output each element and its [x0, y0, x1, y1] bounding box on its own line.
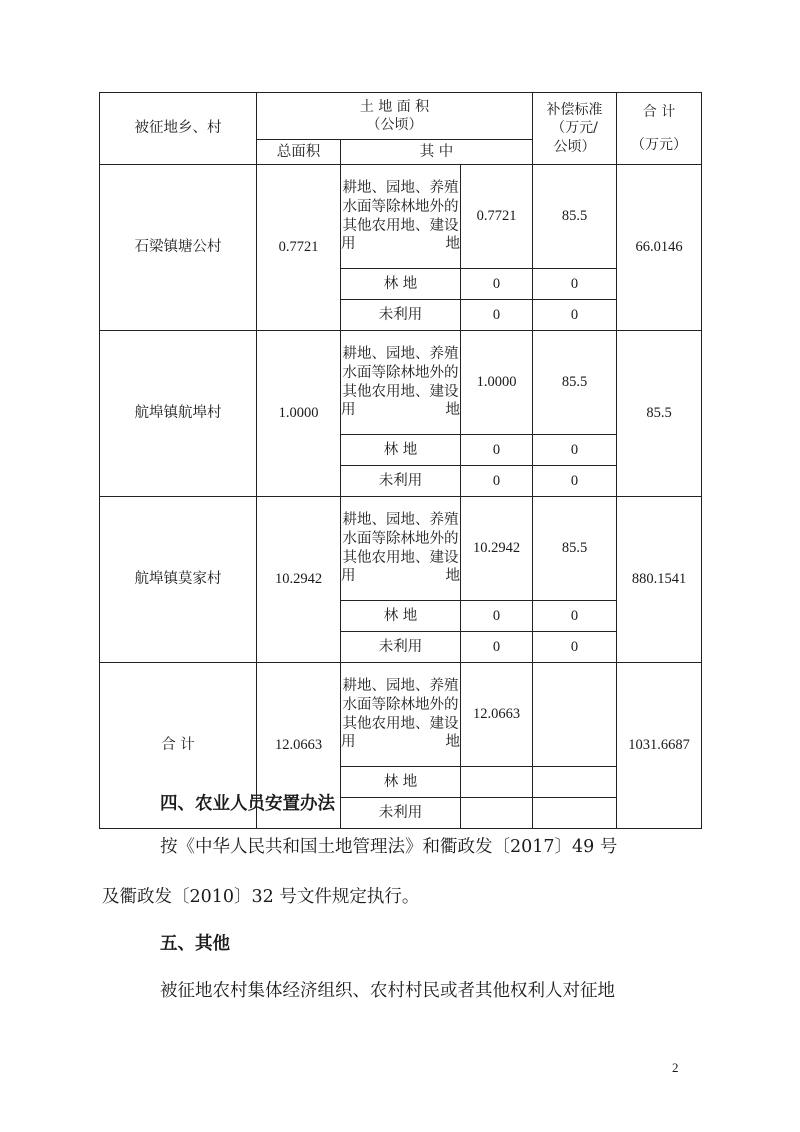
header-total-area: 总面积	[257, 140, 341, 165]
forest-area: 0	[461, 435, 533, 466]
farmland-category: 耕地、园地、养殖水面等除林地外的其他农用地、建设用地	[341, 497, 461, 601]
farmland-standard: 85.5	[533, 331, 617, 435]
header-area-unit: （公顷）	[366, 117, 423, 133]
table-row	[100, 497, 702, 601]
forest-area: 0	[461, 269, 533, 300]
section4-heading: 四、农业人员安置办法	[160, 794, 335, 814]
header-area-title: 土 地 面 积	[359, 98, 430, 115]
section5-heading: 五、其他	[160, 934, 230, 954]
section4-para-line1: 按《中华人民共和国土地管理法》和衢政发〔2017〕49 号	[160, 837, 618, 857]
farmland-standard: 85.5	[533, 165, 617, 269]
total-area-cell: 0.7721	[257, 165, 341, 331]
farmland-category: 耕地、园地、养殖水面等除林地外的其他农用地、建设用地	[341, 165, 461, 269]
total-amount-cell: 66.0146	[617, 165, 702, 331]
forest-standard: 0	[533, 601, 617, 632]
forest-category: 林 地	[341, 601, 461, 632]
farmland-area: 0.7721	[461, 165, 533, 269]
forest-standard: 0	[533, 435, 617, 466]
unused-area: 0	[461, 466, 533, 497]
forest-area	[461, 767, 533, 798]
forest-area: 0	[461, 601, 533, 632]
forest-category: 林 地	[341, 269, 461, 300]
unused-standard	[533, 798, 617, 829]
total-amount-cell: 880.1541	[617, 497, 702, 663]
table-row	[100, 663, 702, 767]
total-area-cell: 12.0663	[257, 663, 341, 829]
table-row	[100, 165, 702, 269]
village-cell: 石梁镇塘公村	[100, 165, 257, 331]
section4-para-line2: 及衢政发〔2010〕32 号文件规定执行。	[102, 887, 420, 907]
total-amount-cell: 1031.6687	[617, 663, 702, 829]
header-village: 被征地乡、村	[100, 93, 257, 165]
unused-standard: 0	[533, 466, 617, 497]
header-comp-standard: 补偿标准 （万元/ 公顷）	[533, 93, 617, 165]
unused-area: 0	[461, 300, 533, 331]
unused-area	[461, 798, 533, 829]
farmland-standard: 85.5	[533, 497, 617, 601]
farmland-area: 10.2942	[461, 497, 533, 601]
forest-category: 林 地	[341, 435, 461, 466]
table-row	[100, 331, 702, 435]
forest-standard	[533, 767, 617, 798]
unused-area: 0	[461, 632, 533, 663]
total-area-cell: 10.2942	[257, 497, 341, 663]
unused-category: 未利用	[341, 798, 461, 829]
village-cell: 航埠镇航埠村	[100, 331, 257, 497]
unused-category: 未利用	[341, 466, 461, 497]
page-number: 2	[672, 1060, 679, 1075]
farmland-area: 1.0000	[461, 331, 533, 435]
section5-para-line1: 被征地农村集体经济组织、农村村民或者其他权利人对征地	[160, 981, 615, 1001]
forest-standard: 0	[533, 269, 617, 300]
header-area	[257, 93, 533, 140]
compensation-table	[99, 92, 702, 829]
farmland-category: 耕地、园地、养殖水面等除林地外的其他农用地、建设用地	[341, 663, 461, 767]
total-amount-cell: 85.5	[617, 331, 702, 497]
farmland-area: 12.0663	[461, 663, 533, 767]
farmland-category: 耕地、园地、养殖水面等除林地外的其他农用地、建设用地	[341, 331, 461, 435]
unused-category: 未利用	[341, 300, 461, 331]
forest-category: 林 地	[341, 767, 461, 798]
header-total: 合 计 （万元）	[617, 93, 702, 165]
unused-category: 未利用	[341, 632, 461, 663]
farmland-standard	[533, 663, 617, 767]
village-cell: 合 计	[100, 663, 257, 829]
unused-standard: 0	[533, 300, 617, 331]
header-of-which: 其 中	[341, 140, 533, 165]
total-area-cell: 1.0000	[257, 331, 341, 497]
village-cell: 航埠镇莫家村	[100, 497, 257, 663]
unused-standard: 0	[533, 632, 617, 663]
